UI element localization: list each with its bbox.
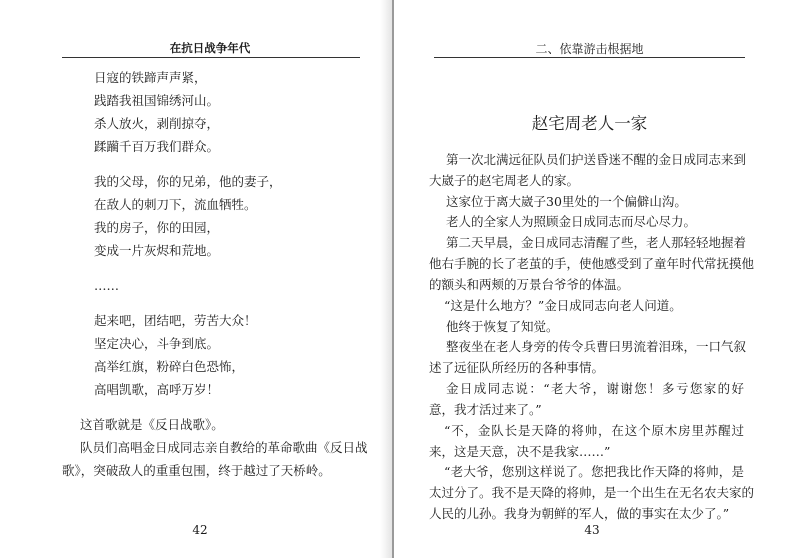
- body-line: 第二天早晨，金日成同志清醒了些，老人那轻轻地握着: [446, 235, 747, 250]
- body-line: 来，这是天意，决不是我家……”: [429, 444, 611, 459]
- poem-line: 蹂躏千百万我们群众。: [94, 139, 220, 154]
- prose-line: 歌》，突破敌人的重重包围，终于越过了天桥岭。: [62, 463, 331, 478]
- body-line: 他右手腕的长了老茧的手，使他感受到了童年时代常抚摸他: [429, 256, 755, 271]
- body-line: 金日成同志说：“老大爷，谢谢您！多亏您家的好: [446, 381, 744, 396]
- header-rule-right: [434, 57, 745, 58]
- poem-line: 日寇的铁蹄声声紧，: [94, 70, 207, 85]
- poem-line: 高唱凯歌，高呼万岁！: [94, 382, 220, 397]
- poem-line: 杀人放火，剥削掠夺，: [94, 116, 220, 131]
- poem-ellipsis: ……: [94, 278, 119, 293]
- body-line: “老大爷，您别这样说了。您把我比作天降的将帅，是: [444, 464, 744, 479]
- body-line: 整夜坐在老人身旁的传令兵曹曰男流着泪珠，一口气叙: [446, 339, 747, 354]
- body-line: 他终于恢复了知觉。: [446, 319, 559, 334]
- body-line: “这是什么地方？”金日成同志向老人问道。: [444, 298, 682, 313]
- poem-line: 起来吧，团结吧，劳苦大众！: [94, 313, 257, 328]
- body-line: 太过分了。我不是天降的将帅，是一个出生在无名农夫家的: [429, 485, 755, 500]
- page-number-left: 42: [192, 523, 208, 537]
- body-line: 的额头和两颊的万景台爷爷的体温。: [429, 277, 630, 292]
- right-page: [394, 0, 787, 558]
- body-line: 这家位于离大崴子30里处的一个偏僻山沟。: [446, 194, 687, 209]
- body-line: 意，我才活过来了。”: [429, 402, 542, 417]
- poem-line: 我的房子，你的田园，: [94, 220, 220, 235]
- chapter-title: 赵宅周老人一家: [531, 114, 648, 133]
- gutter-shadow: [380, 0, 392, 558]
- poem-line: 践踏我祖国锦绣河山。: [94, 93, 220, 108]
- poem-line: 高举红旗，粉碎白色恐怖，: [94, 359, 245, 374]
- left-page: [0, 0, 393, 558]
- poem-line: 变成一片灰烬和荒地。: [94, 243, 220, 258]
- body-line: “不，金队长是天降的将帅，在这个原木房里苏醒过: [444, 423, 744, 438]
- prose-line: 这首歌就是《反日战歌》。: [80, 417, 224, 432]
- poem-line: 在敌人的刺刀下，流血牺牲。: [94, 197, 257, 212]
- prose-line: 队员们高唱金日成同志亲自教给的革命歌曲《反日战: [80, 440, 368, 455]
- page-number-right: 43: [584, 523, 600, 537]
- header-rule-left: [62, 57, 360, 58]
- body-line: 第一次北满远征队员们护送昏迷不醒的金日成同志来到: [446, 152, 747, 167]
- poem-line: 坚定决心，斗争到底。: [94, 336, 220, 351]
- running-head-right: 二、依靠游击根据地: [535, 42, 644, 56]
- poem-line: 我的父母，你的兄弟，他的妻子，: [94, 174, 282, 189]
- running-head-left: 在抗日战争年代: [169, 41, 251, 55]
- body-line: 老人的全家人为照顾金日成同志而尽心尽力。: [446, 214, 697, 229]
- body-line: 述了远征队所经历的各种事情。: [429, 360, 605, 375]
- body-line: 人民的儿孙。我身为朝鲜的军人，做的事实在太少了。”: [429, 506, 730, 521]
- body-line: 大崴子的赵宅周老人的家。: [429, 173, 580, 188]
